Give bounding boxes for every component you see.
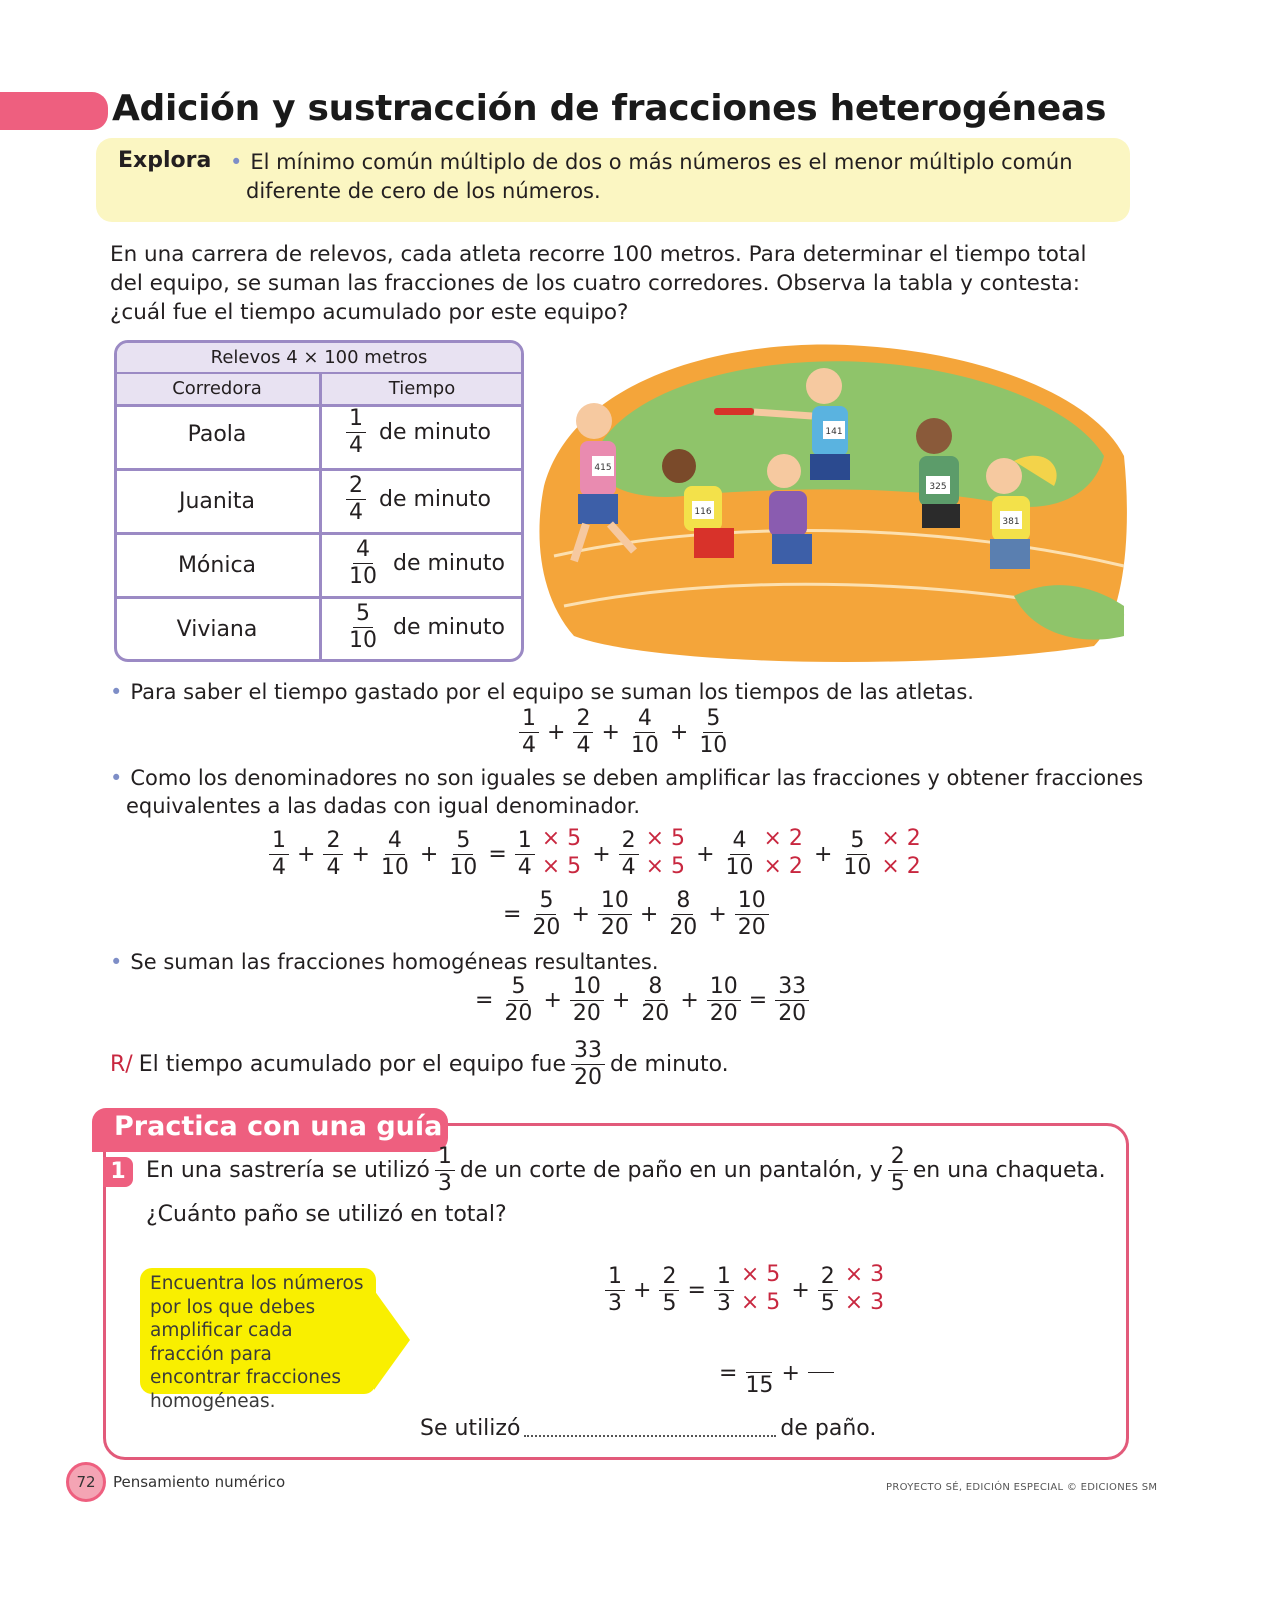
exercise-question: En una sastrería se utilizó 1 3 de un corte de paño en un pantalón, y 2 5 en una chaqueta. [146,1144,1106,1196]
multiplier: × 3 × 3 [844,1262,885,1315]
publisher-credit: PROYECTO SÉ, EDICIÓN ESPECIAL © EDICIONES SM [886,1482,1158,1493]
explora-label: Explora [118,148,212,173]
fraction: $\frac{2}{5}$ [659,1266,679,1315]
bullet-icon: • [110,950,123,974]
fraction: $\frac{10}{20}$ [707,976,741,1025]
answer-blank[interactable] [524,1435,776,1437]
step-3-text: • Se suman las fracciones homogéneas resultantes. [110,950,659,974]
time-fraction: 4 10 [349,537,377,589]
answer-line [110,1040,729,1089]
runner-name: Mónica [177,553,257,578]
runner-time [341,539,505,588]
equation-amplify: 1 4 + $\frac{2}{4}$ + $\frac{4}{10}$ + $\frac{5}{10}$ = $\frac{1}{4}$ × 5 × 5 + $\frac{2}{4}$ × 5 × 5 + $\frac{4}{10}$ × 2 × 2 + $\frac{5}{10}$ × 2 × 2 [264,826,929,882]
time-unit: de minuto [393,551,506,576]
blank-fraction[interactable] [808,1348,834,1399]
fraction: $\frac{1}{4}$ [515,830,535,879]
multiplier: × 5 × 5 [740,1262,781,1315]
time-fraction: 5 10 [349,601,377,653]
runner-time [341,603,505,652]
bullet-icon: • [110,766,123,790]
fraction: $\frac{4}{10}$ [380,827,409,880]
intro-paragraph: En una carrera de relevos, cada atleta recorre 100 metros. Para determinar el tiempo total del equipo, se suman las fracciones de los cuatro corredores. Observa la tabla y contesta: ¿cuál fue el tiempo acumulado por este equipo? [110,242,1087,325]
answer-prefix: R/ [110,1052,133,1077]
bib-number: 381 [1002,517,1020,527]
equation-result: = $\frac{5}{20}$ + $\frac{10}{20}$ + $\frac{8}{20}$ + $\frac{10}{20}$ = $\frac{33}{20}$ [472,976,814,1025]
runner-name: Viviana [176,617,258,642]
hint-callout: Encuentra los números por los que debes amplificar cada fracción para encontrar fracciones homogéneas. [140,1268,376,1394]
fraction: $\frac{10}{20}$ [570,976,604,1025]
fraction: $\frac{5}{10}$ [699,706,728,758]
bullet-icon: • [110,680,123,704]
fraction: $\frac{2}{4}$ [573,708,593,757]
exercise-equation: 1 3 + $\frac{2}{5}$ = $\frac{1}{3}$ × 5 × 5 + $\frac{2}{5}$ × 3 × 3 [600,1262,892,1318]
table-row [117,596,521,662]
exercise-blank-equation: = 15 + [716,1348,839,1399]
hint-arrow-icon [374,1290,410,1390]
table-row [117,404,521,468]
explora-text-content: El mínimo común múltiplo de dos o más números es el menor múltiplo común diferente de cero de los números. [246,150,1073,203]
bib-number: 141 [825,427,843,437]
equation-equivalent: = $\frac{5}{20}$ + $\frac{10}{20}$ + $\frac{8}{20}$ + $\frac{10}{20}$ [500,890,774,939]
answer-suffix: de minuto. [610,1052,729,1077]
multiplier: × 2 × 2 [763,826,803,879]
runner-name: Juanita [178,489,256,514]
fraction: 1 3 [435,1146,455,1195]
time-fraction: 2 4 [346,475,366,524]
bib-number: 415 [594,463,612,473]
col-header-runner: Corredora [172,378,262,399]
blank-fraction[interactable]: 15 [745,1348,773,1399]
equation-sum-original: 1 4 + $\frac{2}{4}$ + $\frac{4}{10}$ + $\frac{5}{10}$ [514,708,735,757]
time-unit: de minuto [393,615,506,640]
answer-fraction: 33 20 [571,1040,605,1089]
practice-title: Practica con una guía [114,1111,443,1142]
title-tab-decoration [0,92,108,130]
bib-number: 325 [929,482,947,492]
exercise-answer-line: Se utilizó de paño. [420,1416,877,1441]
fraction: 1 4 [269,830,289,879]
section-name: Pensamiento numérico [113,1473,286,1491]
time-unit: de minuto [379,487,492,512]
bullet-icon: • [230,150,243,174]
runner-time [341,408,491,457]
fraction: $\frac{10}{20}$ [598,890,632,939]
page-number: 72 [66,1462,106,1502]
table-caption: Relevos 4 × 100 metros [117,343,521,374]
time-fraction: 1 4 [346,408,366,457]
fraction: 1 4 [519,708,539,757]
time-unit: de minuto [379,420,492,445]
multiplier: × 5 × 5 [541,826,582,879]
fraction: $\frac{8}{20}$ [641,974,670,1026]
fraction: $\frac{5}{20}$ [504,974,533,1026]
fraction: $\frac{5}{10}$ [843,827,872,880]
fraction: 1 3 [605,1266,625,1315]
bib-number: 116 [694,507,712,517]
fraction: $\frac{4}{10}$ [725,827,754,880]
step-1-text: • Para saber el tiempo gastado por el equipo se suman los tiempos de las atletas. [110,680,974,704]
table-row [117,468,521,535]
fraction: $\frac{4}{10}$ [630,706,659,758]
col-header-time: Tiempo [388,378,456,399]
explora-text [230,148,1126,206]
page-title: Adición y sustracción de fracciones heterogéneas [112,88,1107,129]
fraction: $\frac{10}{20}$ [735,890,769,939]
fraction: $\frac{5}{20}$ [532,888,561,940]
fraction: $\frac{1}{3}$ [714,1266,734,1315]
relay-table [114,340,524,662]
fraction: $\frac{2}{5}$ [818,1266,838,1315]
fraction: $\frac{8}{20}$ [669,888,698,940]
fraction: $\frac{2}{4}$ [323,830,343,879]
step-2-text: • Como los denominadores no son iguales se deben amplificar las fracciones y obtener fracciones equivalentes a las dadas con igual denominador. [110,766,1144,818]
fraction: $\frac{2}{4}$ [619,830,639,879]
runner-time [341,475,491,524]
multiplier: × 5 × 5 [645,826,686,879]
table-row [117,532,521,599]
relay-race-illustration [534,336,1132,666]
runner-name: Paola [187,422,247,447]
fraction: 2 5 [888,1146,908,1195]
multiplier: × 2 × 2 [881,826,921,879]
fraction: $\frac{5}{10}$ [449,827,478,880]
fraction: $\frac{33}{20}$ [775,976,809,1025]
exercise-question-line-2: ¿Cuánto paño se utilizó en total? [146,1202,507,1227]
answer-text: El tiempo acumulado por el equipo fue [138,1052,567,1077]
exercise-number-badge: 1 [103,1157,133,1187]
